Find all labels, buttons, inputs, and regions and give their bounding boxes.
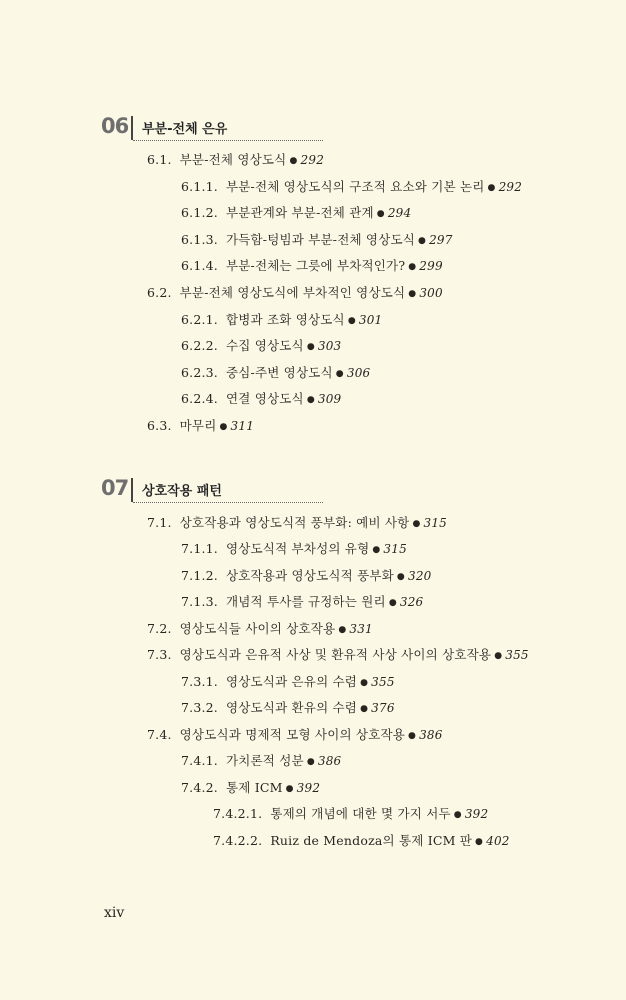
toc-entry[interactable] <box>147 515 447 532</box>
entry-page: 326 <box>399 595 424 609</box>
entry-page: 386 <box>317 754 342 768</box>
entry-page: 376 <box>371 701 395 715</box>
chapter-divider <box>131 478 133 502</box>
toc-entry[interactable] <box>181 780 320 797</box>
entry-number: 7.3. <box>147 647 172 662</box>
entry-number: 6.1.2. <box>181 205 218 220</box>
toc-entry[interactable] <box>181 594 423 611</box>
entry-number: 6.1. <box>147 152 172 167</box>
toc-entry[interactable] <box>147 152 324 169</box>
bullet-icon: ● <box>396 572 405 582</box>
entry-page: 392 <box>464 807 489 821</box>
bullet-icon: ● <box>338 625 347 635</box>
bullet-icon: ● <box>360 678 369 688</box>
bullet-icon: ● <box>408 731 417 741</box>
toc-entry[interactable] <box>181 753 341 770</box>
entry-title: 가치론적 성분 <box>225 753 304 768</box>
toc-entry[interactable] <box>181 232 453 249</box>
entry-title: 통제의 개념에 대한 몇 가지 서두 <box>270 806 451 821</box>
entry-number: 6.1.4. <box>181 258 218 273</box>
bullet-icon: ● <box>289 156 298 166</box>
entry-page: 402 <box>486 834 510 848</box>
bullet-icon: ● <box>347 316 356 326</box>
toc-entry[interactable] <box>147 727 443 744</box>
entry-page: 355 <box>371 675 395 689</box>
toc-entry[interactable] <box>181 568 432 585</box>
toc-entry[interactable] <box>147 621 373 638</box>
entry-page: 315 <box>383 542 407 556</box>
entry-number: 6.2.3. <box>181 365 218 380</box>
bullet-icon: ● <box>335 369 344 379</box>
bullet-icon: ● <box>285 784 294 794</box>
entry-title: 영상도식들 사이의 상호작용 <box>179 621 336 636</box>
entry-page: 294 <box>387 206 412 220</box>
toc-entry[interactable] <box>181 179 522 196</box>
toc-entry[interactable] <box>181 312 382 329</box>
entry-page: 309 <box>317 392 342 406</box>
entry-page: 300 <box>419 286 443 300</box>
entry-title: 개념적 투사를 규정하는 원리 <box>225 594 386 609</box>
entry-page: 315 <box>423 516 448 530</box>
entry-page: 331 <box>349 622 373 636</box>
entry-title: 영상도식적 부차성의 유형 <box>225 541 370 556</box>
entry-page: 306 <box>346 366 371 380</box>
entry-number: 6.1.1. <box>181 179 218 194</box>
entry-title: 부분관계와 부분-전체 관계 <box>225 205 374 220</box>
entry-title: 부분-전체는 그릇에 부차적인가? <box>225 258 406 273</box>
entry-number: 7.1. <box>147 515 172 530</box>
entry-title: 상호작용과 영상도식적 풍부화: 예비 사항 <box>179 515 410 530</box>
bullet-icon: ● <box>306 395 315 405</box>
entry-title: 영상도식과 환유의 수렴 <box>225 700 358 715</box>
entry-title: 영상도식과 은유의 수렴 <box>225 674 358 689</box>
entry-page: 392 <box>296 781 321 795</box>
chapter-number: 07 <box>101 476 129 500</box>
entry-number: 7.4. <box>147 727 172 742</box>
entry-number: 6.2.2. <box>181 338 218 353</box>
chapter-dotted-rule <box>133 502 323 503</box>
toc-entry[interactable] <box>181 391 341 408</box>
bullet-icon: ● <box>376 209 385 219</box>
bullet-icon: ● <box>372 545 381 555</box>
bullet-icon: ● <box>494 651 503 661</box>
entry-number: 7.3.1. <box>181 674 218 689</box>
entry-number: 7.3.2. <box>181 700 218 715</box>
entry-number: 6.2.4. <box>181 391 218 406</box>
toc-entry[interactable] <box>181 205 411 222</box>
entry-page: 386 <box>419 728 443 742</box>
chapter-number: 06 <box>101 114 129 138</box>
entry-title: 통제 ICM <box>225 780 283 795</box>
bullet-icon: ● <box>475 837 484 847</box>
entry-page: 311 <box>230 419 255 433</box>
entry-title: 중심-주변 영상도식 <box>225 365 333 380</box>
entry-number: 6.2.1. <box>181 312 218 327</box>
entry-page: 292 <box>498 180 523 194</box>
entry-page: 320 <box>407 569 432 583</box>
entry-title: 영상도식과 명제적 모형 사이의 상호작용 <box>179 727 406 742</box>
toc-entry[interactable] <box>181 258 443 275</box>
entry-number: 6.3. <box>147 418 172 433</box>
bullet-icon: ● <box>418 236 427 246</box>
bullet-icon: ● <box>412 519 421 529</box>
entry-title: 부분-전체 영상도식 <box>179 152 287 167</box>
bullet-icon: ● <box>408 289 417 299</box>
entry-number: 7.4.2.2. <box>213 833 263 848</box>
toc-entry[interactable] <box>147 285 443 302</box>
entry-number: 7.2. <box>147 621 172 636</box>
toc-entry[interactable] <box>181 338 341 355</box>
entry-page: 297 <box>429 233 453 247</box>
entry-number: 7.4.1. <box>181 753 218 768</box>
chapter-title: 부분-전체 은유 <box>142 122 228 137</box>
entry-title: 가득함-텅빔과 부분-전체 영상도식 <box>225 232 416 247</box>
entry-number: 7.4.2.1. <box>213 806 263 821</box>
bullet-icon: ● <box>487 183 496 193</box>
toc-entry[interactable] <box>181 541 407 558</box>
toc-entry[interactable] <box>213 806 488 823</box>
entry-page: 303 <box>317 339 342 353</box>
bullet-icon: ● <box>360 704 369 714</box>
entry-number: 6.2. <box>147 285 172 300</box>
page-number: xiv <box>104 905 125 921</box>
entry-title: 부분-전체 영상도식의 구조적 요소와 기본 논리 <box>225 179 485 194</box>
entry-page: 292 <box>300 153 325 167</box>
entry-page: 301 <box>358 313 383 327</box>
bullet-icon: ● <box>306 757 315 767</box>
bullet-icon: ● <box>408 262 417 272</box>
entry-page: 299 <box>419 259 443 273</box>
toc-entry[interactable] <box>181 365 370 382</box>
entry-title: 영상도식과 은유적 사상 및 환유적 사상 사이의 상호작용 <box>179 647 492 662</box>
entry-number: 7.1.2. <box>181 568 218 583</box>
entry-number: 7.4.2. <box>181 780 218 795</box>
bullet-icon: ● <box>306 342 315 352</box>
chapter-dotted-rule <box>133 140 323 141</box>
entry-page: 355 <box>505 648 529 662</box>
toc-entry[interactable] <box>213 833 510 850</box>
entry-title: 상호작용과 영상도식적 풍부화 <box>225 568 394 583</box>
entry-title: Ruiz de Mendoza의 통제 ICM 판 <box>270 833 473 848</box>
entry-number: 7.1.1. <box>181 541 218 556</box>
bullet-icon: ● <box>219 422 228 432</box>
entry-title: 수집 영상도식 <box>225 338 304 353</box>
entry-title: 부분-전체 영상도식에 부차적인 영상도식 <box>179 285 406 300</box>
entry-number: 7.1.3. <box>181 594 218 609</box>
entry-title: 합병과 조화 영상도식 <box>225 312 345 327</box>
toc-entry[interactable] <box>181 674 395 691</box>
bullet-icon: ● <box>453 810 462 820</box>
entry-number: 6.1.3. <box>181 232 218 247</box>
chapter-title: 상호작용 패턴 <box>142 484 222 499</box>
bullet-icon: ● <box>388 598 397 608</box>
entry-title: 마무리 <box>179 418 217 433</box>
toc-entry[interactable] <box>147 647 529 664</box>
toc-entry[interactable] <box>181 700 395 717</box>
chapter-divider <box>131 116 133 140</box>
toc-entry[interactable] <box>147 418 254 435</box>
entry-title: 연결 영상도식 <box>225 391 304 406</box>
